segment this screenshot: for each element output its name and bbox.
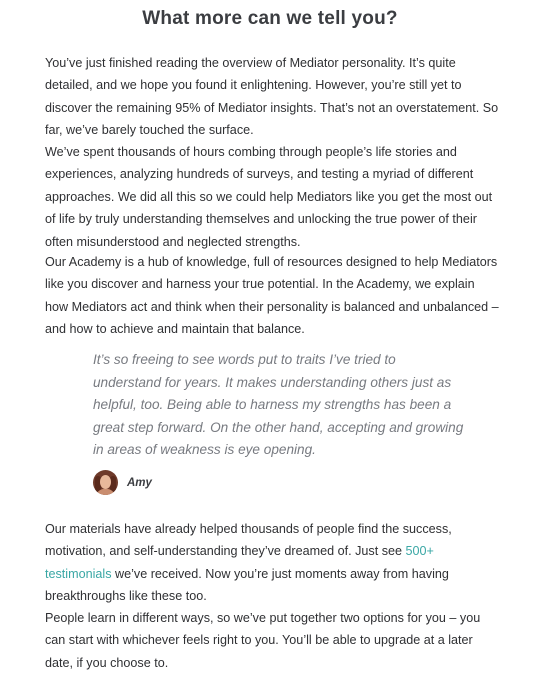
materials-paragraph [45,518,500,608]
options-paragraph: People learn in different ways, so we’ve put together two options for you – you can start with whichever feels right to you. You’ll be able to upgrade at a later date, if you choose to. [45,611,481,670]
materials-text-before: Our materials have already helped thousands of people find the success, motivation, and self-understanding they’ve dreamed of. Just see [45,522,452,559]
testimonial-author [93,470,152,495]
testimonial-quote: It’s so freeing to see words put to traits I’ve tried to understand for years. It makes understanding others just as helpful, too. Being able to harness my strengths has been a great step forward. On the other hand, accepting and growing in areas of weakness is eye opening. [93,352,464,458]
research-paragraph: We’ve spent thousands of hours combing through people’s life stories and experiences, analyzing hundreds of surveys, and testing a myriad of different approaches. We did all this so we could help Mediators like you get the most out of life by truly understanding themselves and unlocking the true power of their often misunderstood and neglected strengths. [45,145,493,249]
testimonials-link[interactable]: 500+ testimonials [45,544,434,581]
author-name: Amy [127,476,152,489]
person-avatar-icon [93,470,118,495]
materials-text-after: we’ve received. Now you’re just moments away from having breakthroughs like these too. [45,566,449,604]
section-heading: What more can we tell you? [142,8,398,29]
academy-paragraph: Our Academy is a hub of knowledge, full of resources designed to help Mediators like you discover and harness your true potential. In the Academy, we explain how Mediators act and think when their personality is balanced and unbalanced – and how to achieve and maintain that balance. [45,255,499,337]
intro-paragraph: You’ve just finished reading the overview of Mediator personality. It’s quite detailed, and we hope you found it enlightening. However, you’re still yet to discover the remaining 95% of Mediator insights. That’s not an overstatement. So far, we’ve barely touched the surface. [45,56,499,138]
